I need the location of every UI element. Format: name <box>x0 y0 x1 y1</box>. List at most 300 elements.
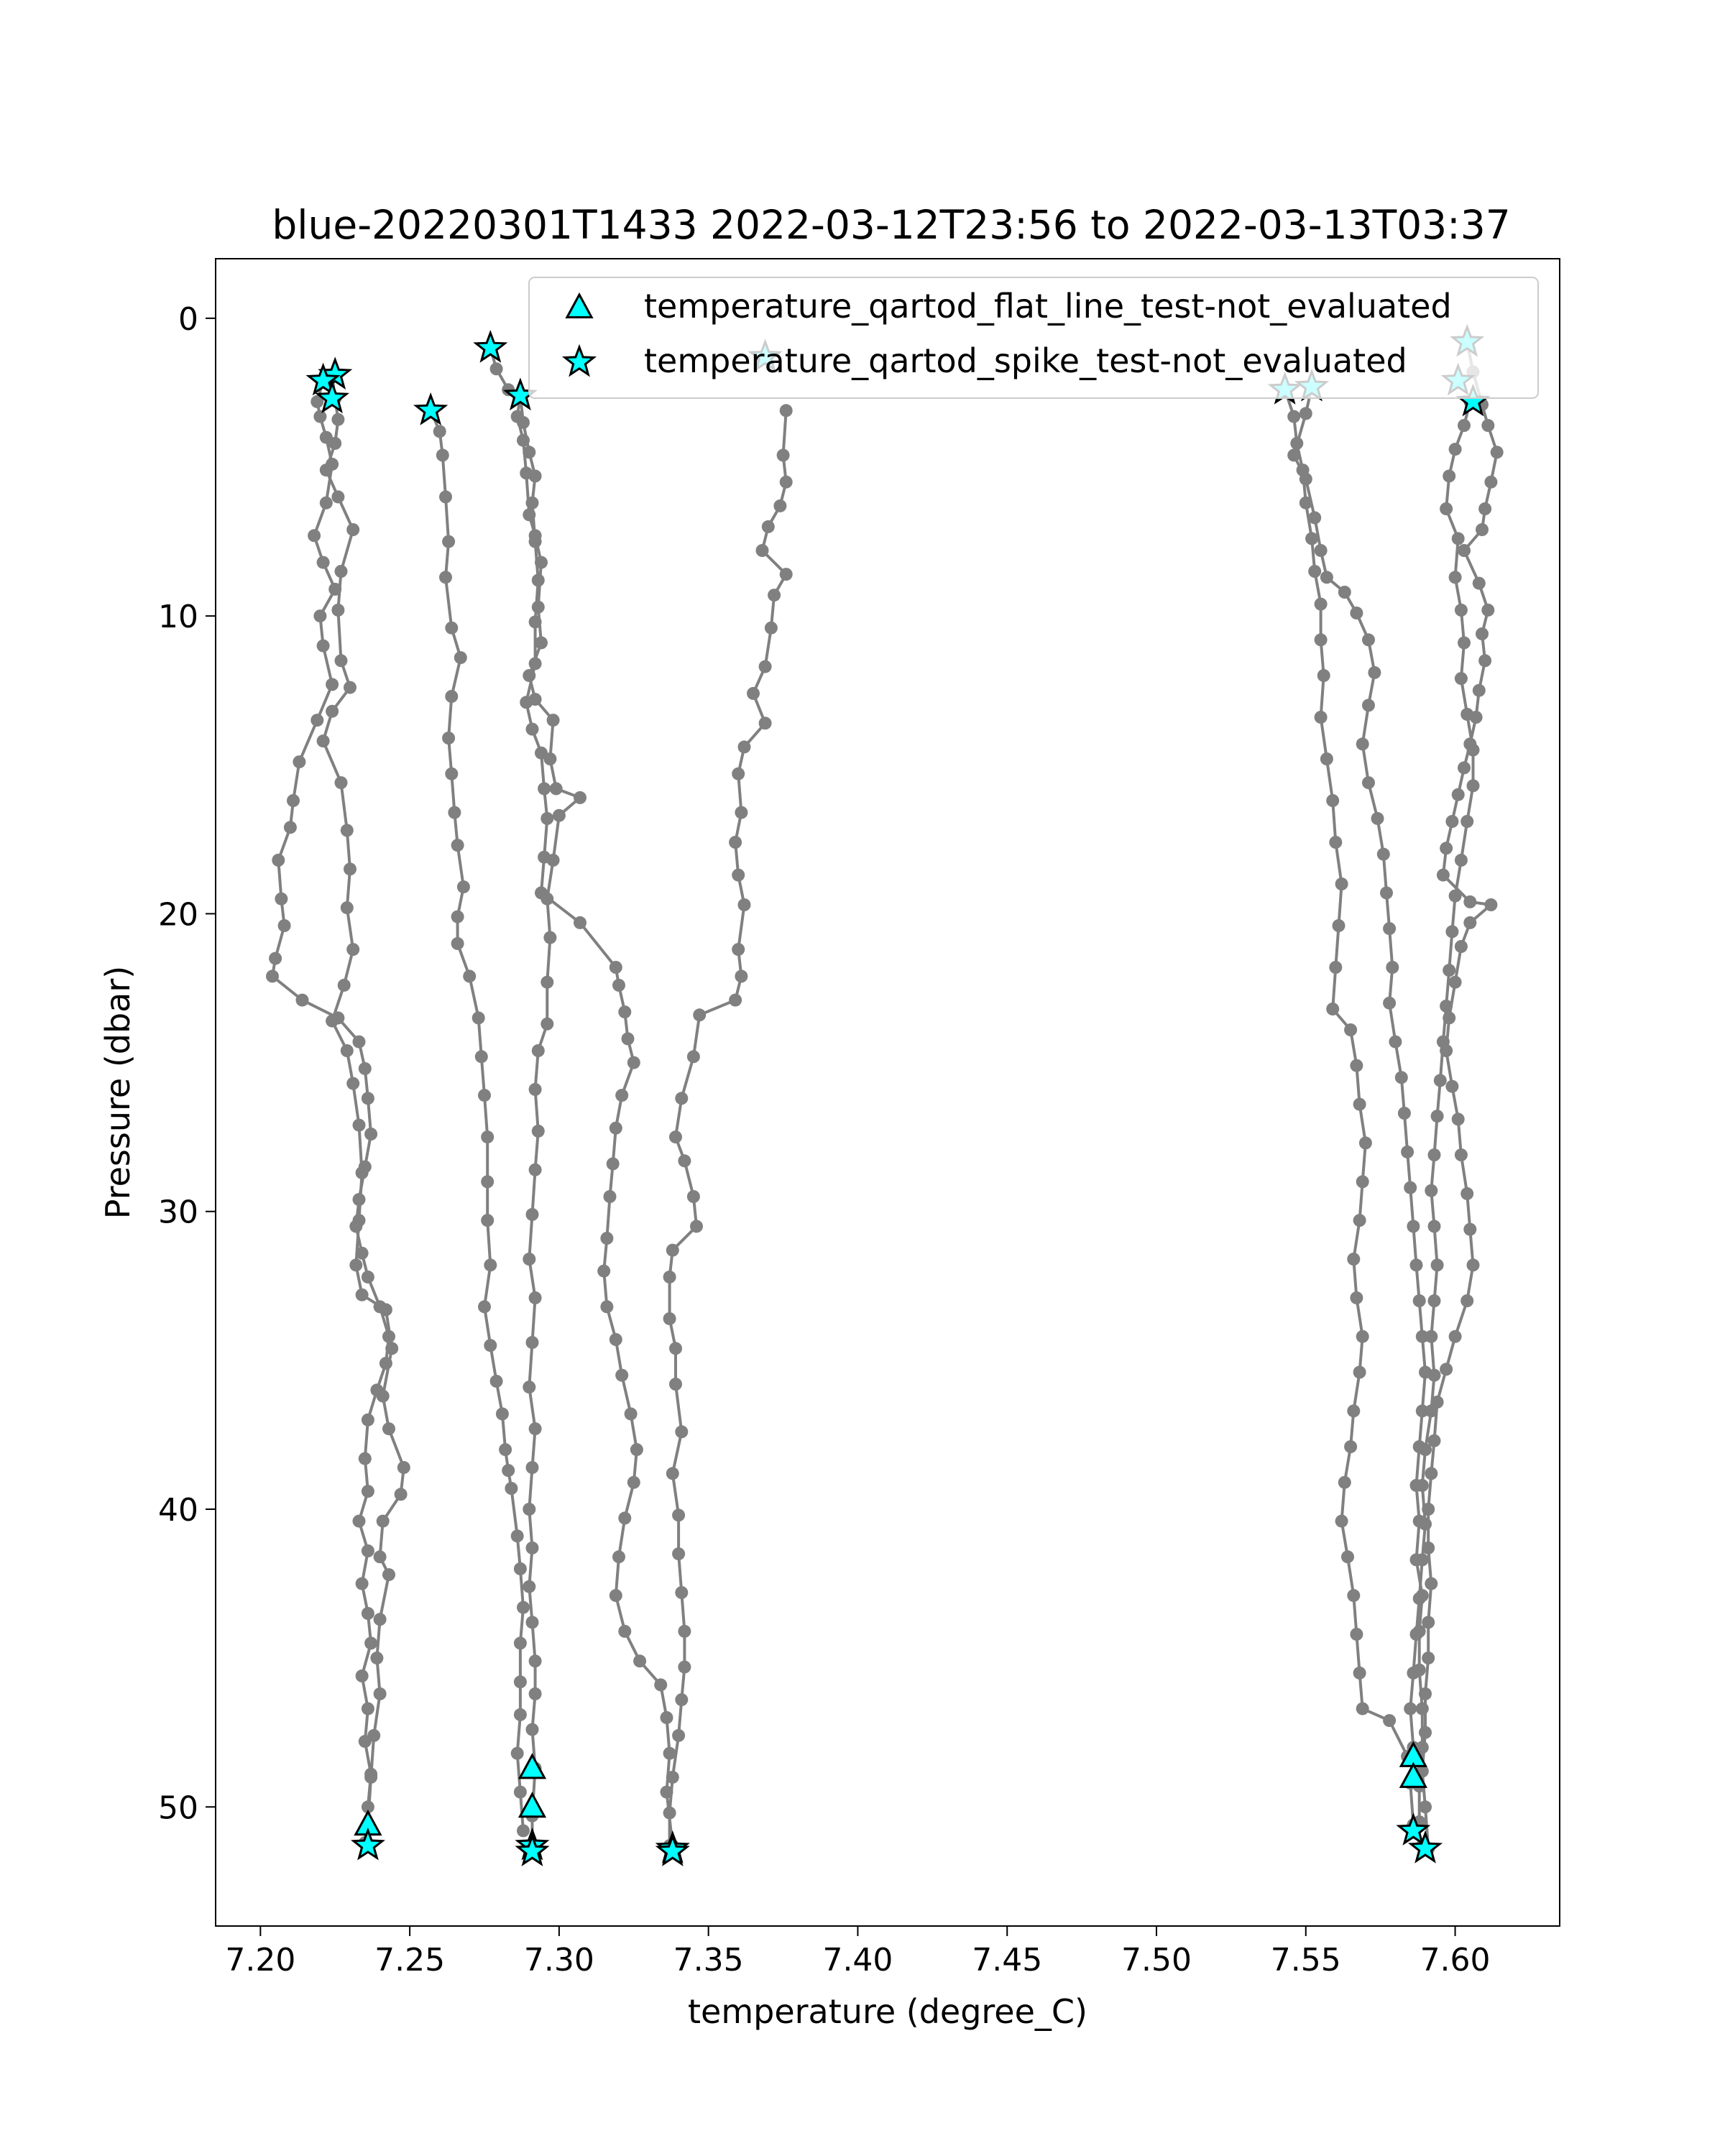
profile-point <box>532 1125 545 1138</box>
profile-point <box>729 836 742 849</box>
profile-point <box>610 1122 622 1135</box>
x-tick-label: 7.45 <box>972 1942 1043 1978</box>
profile-point <box>612 979 625 992</box>
profile-point <box>1460 1294 1473 1307</box>
profile-point <box>762 520 775 533</box>
profile-point <box>293 755 305 768</box>
profile-point <box>768 589 781 602</box>
profile-point <box>514 1786 527 1799</box>
profile-point <box>526 1461 539 1474</box>
profile-point <box>1356 1330 1369 1343</box>
profile-point <box>1458 636 1471 649</box>
profile-point <box>1460 815 1473 828</box>
profile-point <box>1460 1187 1473 1200</box>
profile-point <box>1431 1110 1444 1123</box>
profile-point <box>1404 1703 1417 1715</box>
y-axis-label: Pressure (dbar) <box>98 965 137 1220</box>
profile-point <box>1473 684 1486 697</box>
profile-point <box>540 1018 553 1031</box>
profile-point <box>597 1265 610 1278</box>
profile-point <box>610 961 622 974</box>
profile-point <box>666 1244 679 1257</box>
profile-point <box>284 821 297 834</box>
profile-point <box>1440 1363 1453 1376</box>
profile-point <box>1463 737 1476 750</box>
profile-point <box>1320 752 1333 765</box>
profile-point <box>382 1568 395 1581</box>
profile-point <box>331 604 344 617</box>
profile-point <box>1452 1112 1465 1125</box>
profile-point <box>511 410 524 423</box>
profile-point <box>532 573 545 586</box>
star-flag-point <box>416 395 445 423</box>
profile-point <box>377 1390 390 1403</box>
profile-point <box>445 690 458 703</box>
profile-point <box>663 1312 676 1325</box>
profile-point <box>1338 1476 1351 1489</box>
profile-point <box>353 1214 366 1227</box>
profile-point <box>633 1654 646 1667</box>
profile-point <box>1445 925 1458 938</box>
profile-point <box>335 776 348 789</box>
profile-point <box>349 1258 362 1271</box>
profile-point <box>543 931 556 944</box>
profile-point <box>1440 1044 1453 1057</box>
profile-point <box>1428 1369 1441 1382</box>
profile-point <box>517 1601 530 1614</box>
profile-point <box>543 752 556 765</box>
profile-point <box>374 1550 387 1563</box>
profile-point <box>607 1157 620 1170</box>
profile-point <box>1458 544 1471 557</box>
profile-point <box>1470 711 1483 724</box>
profile-point <box>346 943 359 956</box>
profile-point <box>1419 1518 1432 1531</box>
profile-point <box>1467 1258 1480 1271</box>
profile-point <box>1383 922 1396 935</box>
profile-point <box>1478 502 1491 515</box>
profile-series <box>266 374 395 1849</box>
profile-point <box>1455 672 1468 685</box>
profile-point <box>553 809 566 822</box>
profile-point <box>272 854 285 867</box>
profile-point <box>1362 633 1375 646</box>
profile-point <box>738 740 751 753</box>
profile-point <box>663 1807 676 1820</box>
profile-point <box>1440 842 1453 854</box>
profile-point <box>526 1336 539 1349</box>
profile-point <box>529 1422 542 1435</box>
profile-point <box>1398 1107 1411 1120</box>
profile-point <box>523 1580 535 1593</box>
profile-point <box>532 1044 545 1057</box>
profile-point <box>523 1253 535 1266</box>
profile-point <box>532 601 545 614</box>
profile-point <box>669 1342 682 1355</box>
profile-point <box>610 1333 622 1346</box>
profile-series <box>663 404 793 1852</box>
profile-point <box>529 693 542 706</box>
profile-point <box>362 1544 374 1557</box>
profile-point <box>529 1291 542 1304</box>
profile-point <box>1449 443 1462 456</box>
profile-point <box>1463 1223 1476 1236</box>
profile-point <box>1422 1651 1435 1664</box>
profile-point <box>1428 1294 1441 1307</box>
profile-point <box>1329 836 1342 849</box>
profile-point <box>1422 1542 1435 1554</box>
profile-point <box>374 1687 387 1700</box>
profile-point <box>1413 1294 1426 1307</box>
profile-point <box>317 734 330 747</box>
profile-point <box>1452 532 1465 545</box>
profile-point <box>1383 1714 1396 1727</box>
profile-point <box>475 1050 488 1063</box>
profile-point <box>356 1289 369 1302</box>
profile-point <box>1458 761 1471 774</box>
profile-point <box>675 1693 688 1706</box>
profile-point <box>612 1550 625 1563</box>
profile-point <box>610 1589 622 1602</box>
profile-point <box>344 862 356 875</box>
profile-point <box>1359 1136 1372 1149</box>
profile-point <box>687 1050 700 1063</box>
y-tick-label: 30 <box>158 1194 198 1231</box>
profile-point <box>1362 699 1375 711</box>
profile-point <box>356 1577 369 1590</box>
profile-point <box>335 654 348 667</box>
profile-point <box>310 714 323 727</box>
profile-point <box>346 1077 359 1090</box>
profile-point <box>514 1708 527 1721</box>
profile-point <box>540 812 553 825</box>
profile-point <box>1407 1667 1420 1680</box>
profile-point <box>1338 586 1351 599</box>
profile-point <box>604 1190 617 1203</box>
profile-point <box>1449 1330 1462 1343</box>
profile-point <box>1356 1175 1369 1188</box>
profile-point <box>529 1164 542 1176</box>
profile-point <box>490 362 503 375</box>
profile-point <box>341 1044 354 1057</box>
profile-point <box>1422 1616 1435 1628</box>
profile-point <box>622 1032 635 1045</box>
profile-point <box>484 1339 497 1352</box>
profile-point <box>1315 598 1328 611</box>
y-tick-label: 20 <box>158 896 198 934</box>
profile-point <box>1404 1181 1417 1194</box>
profile-point <box>1347 1589 1360 1602</box>
profile-point <box>445 622 458 635</box>
profile-point <box>547 714 560 727</box>
profile-point <box>615 1089 628 1102</box>
profile-point <box>338 979 351 992</box>
profile-point <box>529 1654 542 1667</box>
profile-point <box>382 1422 395 1435</box>
profile-point <box>1326 794 1339 807</box>
profile-point <box>773 499 786 512</box>
profile-point <box>1347 1404 1360 1417</box>
profile-point <box>1329 961 1342 974</box>
profile-point <box>540 893 553 906</box>
profile-point <box>362 1092 374 1105</box>
profile-point <box>672 1508 685 1521</box>
profile-point <box>690 1220 703 1233</box>
profile-point <box>529 1083 542 1096</box>
profile-point <box>359 1062 372 1075</box>
profile-point <box>1425 1577 1438 1590</box>
chart-title: blue-20220301T1433 2022-03-12T23:56 to 2022-03-13T03:37 <box>272 202 1511 248</box>
profile-point <box>454 651 467 664</box>
profile-point <box>735 969 748 982</box>
profile-point <box>1335 877 1348 890</box>
profile-point <box>481 1130 494 1143</box>
profile-point <box>1416 1479 1429 1492</box>
profile-series <box>424 404 530 1837</box>
profile-point <box>777 448 790 461</box>
profile-point <box>1344 1440 1357 1453</box>
profile-point <box>547 854 560 867</box>
legend-entry-flat-line: temperature_qartod_flat_line_test-not_evaluated <box>644 287 1452 326</box>
profile-point <box>1326 1003 1339 1015</box>
profile-point <box>359 1452 372 1465</box>
profile-point <box>296 994 309 1007</box>
profile-point <box>317 640 330 653</box>
profile-point <box>672 1729 685 1742</box>
profile-point <box>317 556 330 569</box>
profile-point <box>320 497 333 510</box>
profile-point <box>663 1271 676 1284</box>
profile-point <box>1463 916 1476 929</box>
profile-point <box>780 568 793 581</box>
profile-point <box>1476 523 1489 536</box>
profile-point <box>1443 469 1455 482</box>
profile-point <box>287 794 300 807</box>
profile-point <box>395 1488 408 1501</box>
profile-point <box>1434 1074 1447 1087</box>
profile-point <box>1445 815 1458 828</box>
profile-point <box>1428 1434 1441 1447</box>
profile-point <box>627 1056 640 1069</box>
profile-point <box>1333 919 1346 932</box>
profile-point <box>356 1669 369 1682</box>
profile-point <box>732 768 745 780</box>
profile-point <box>308 529 321 542</box>
profiles-layer <box>266 336 1504 1855</box>
profile-point <box>1350 1291 1363 1304</box>
profile-point <box>732 869 745 882</box>
profile-point <box>1476 627 1489 640</box>
profile-point <box>1371 812 1384 825</box>
profile-point <box>1428 1148 1441 1161</box>
profile-point <box>538 782 551 795</box>
profile-point <box>666 1771 679 1784</box>
profile-point <box>1362 776 1375 789</box>
profile-point <box>439 571 452 584</box>
profile-point <box>675 1586 688 1599</box>
profile-point <box>1481 419 1494 432</box>
profile-point <box>364 1128 377 1141</box>
profile-point <box>550 782 563 795</box>
profile-point <box>1428 1220 1441 1233</box>
profile-point <box>523 669 535 682</box>
profile-point <box>1350 1628 1363 1641</box>
profile-point <box>1416 1703 1429 1715</box>
profile-line <box>431 410 523 1830</box>
profile-point <box>1437 869 1450 882</box>
star-flag-point <box>658 1836 687 1864</box>
profile-point <box>1353 1214 1366 1227</box>
profile-point <box>490 1375 503 1388</box>
profile-point <box>526 1542 539 1554</box>
profile-point <box>523 508 535 521</box>
profile-point <box>511 1529 524 1542</box>
profile-point <box>738 898 751 911</box>
profile-point <box>669 1130 682 1143</box>
profile-point <box>1315 633 1328 646</box>
profile-point <box>1455 940 1468 953</box>
profile-point <box>451 839 464 852</box>
profile-point <box>331 413 344 426</box>
profile-point <box>1344 1023 1357 1036</box>
profile-point <box>535 636 548 649</box>
profile-point <box>1368 666 1381 679</box>
profile-point <box>511 1747 524 1760</box>
profile-point <box>1419 1726 1432 1739</box>
profile-point <box>1410 1258 1423 1271</box>
profile-point <box>1455 1148 1468 1161</box>
profile-point <box>331 490 344 503</box>
profile-point <box>472 1011 485 1024</box>
profile-point <box>1347 1253 1360 1266</box>
profile-point <box>1320 571 1333 584</box>
profile-point <box>1473 577 1486 590</box>
profile-point <box>364 1636 377 1649</box>
profile-point <box>448 806 461 819</box>
profile-point <box>732 943 745 956</box>
profile-point <box>436 448 449 461</box>
profile-point <box>1413 1592 1426 1605</box>
profile-point <box>1416 1553 1429 1566</box>
profile-point <box>269 952 282 965</box>
profile-point <box>364 1771 377 1784</box>
profile-point <box>735 806 748 819</box>
profile-point <box>451 911 464 923</box>
profile-point <box>1380 886 1393 899</box>
profile-point <box>1389 1036 1402 1049</box>
x-axis-label: temperature (degree_C) <box>688 1992 1087 2031</box>
profile-point <box>451 937 464 950</box>
profile-point <box>1419 1687 1432 1700</box>
profile-point <box>1478 654 1491 667</box>
x-tick-label: 7.55 <box>1270 1942 1341 1978</box>
x-tick-label: 7.60 <box>1420 1942 1491 1978</box>
profile-point <box>374 1613 387 1626</box>
legend-entry-spike: temperature_qartod_spike_test-not_evaluated <box>644 341 1407 380</box>
profile-line <box>272 381 389 1843</box>
profile-point <box>675 1092 688 1105</box>
profile-point <box>729 994 742 1007</box>
profile-point <box>618 1511 631 1524</box>
x-tick-label: 7.40 <box>822 1942 893 1978</box>
profile-point <box>353 1515 366 1528</box>
profile-point <box>574 791 586 804</box>
profile-point <box>759 717 772 729</box>
profile-point <box>540 976 553 989</box>
profile-point <box>1356 737 1369 750</box>
profile-point <box>1443 964 1455 977</box>
profile-point <box>1449 571 1462 584</box>
x-tick-label: 7.25 <box>374 1942 446 1978</box>
profile-point <box>523 1381 535 1393</box>
profile-point <box>502 1464 515 1477</box>
profile-point <box>520 466 533 479</box>
profile-point <box>1315 544 1328 557</box>
profile-point <box>1353 1365 1366 1378</box>
profile-point <box>678 1154 691 1167</box>
profile-point <box>1386 961 1399 974</box>
profile-point <box>313 609 326 622</box>
profile-point <box>1377 848 1390 861</box>
profile-point <box>362 1607 374 1620</box>
profile-point <box>625 1407 638 1420</box>
profile-point <box>526 1616 539 1628</box>
profile-point <box>370 1651 383 1664</box>
profile-point <box>693 1008 706 1021</box>
profile-series <box>484 341 679 1852</box>
profile-point <box>1491 446 1504 459</box>
profile-point <box>669 1378 682 1391</box>
profile-point <box>380 1303 392 1316</box>
profile-point <box>780 476 793 489</box>
profile-series <box>1416 336 1504 1855</box>
profile-line <box>518 396 580 1846</box>
profile-point <box>1341 1550 1354 1563</box>
profile-point <box>514 1562 527 1575</box>
x-tick-label: 7.35 <box>673 1942 744 1978</box>
profile-point <box>1455 854 1468 867</box>
profile-point <box>523 1503 535 1516</box>
profile-point <box>600 1300 613 1313</box>
profile-point <box>1455 604 1468 617</box>
profile-point <box>529 1687 542 1700</box>
profile-point <box>442 535 455 548</box>
profile-point <box>481 1214 494 1227</box>
profile-point <box>326 705 339 718</box>
profile-point <box>1425 1184 1438 1197</box>
profile-point <box>505 1482 518 1495</box>
profile-point <box>320 464 333 476</box>
profile-point <box>1300 407 1312 420</box>
y-tick-label: 0 <box>178 300 198 338</box>
profile-point <box>1463 895 1476 908</box>
profile-point <box>1335 1515 1348 1528</box>
profile-point <box>478 1300 491 1313</box>
y-tick-label: 40 <box>158 1492 198 1529</box>
star-flag-point <box>476 333 505 360</box>
profile-point <box>1308 511 1321 524</box>
profile-point <box>433 425 446 438</box>
profile-point <box>484 1258 497 1271</box>
profile-series <box>1404 395 1479 1852</box>
profile-point <box>1425 1467 1438 1480</box>
profile-point <box>356 1166 369 1179</box>
profile-point <box>672 1547 685 1560</box>
profile-point <box>1350 607 1363 619</box>
y-tick-label: 10 <box>158 599 198 636</box>
profile-point <box>367 1729 380 1742</box>
profile-point <box>1401 1146 1414 1158</box>
